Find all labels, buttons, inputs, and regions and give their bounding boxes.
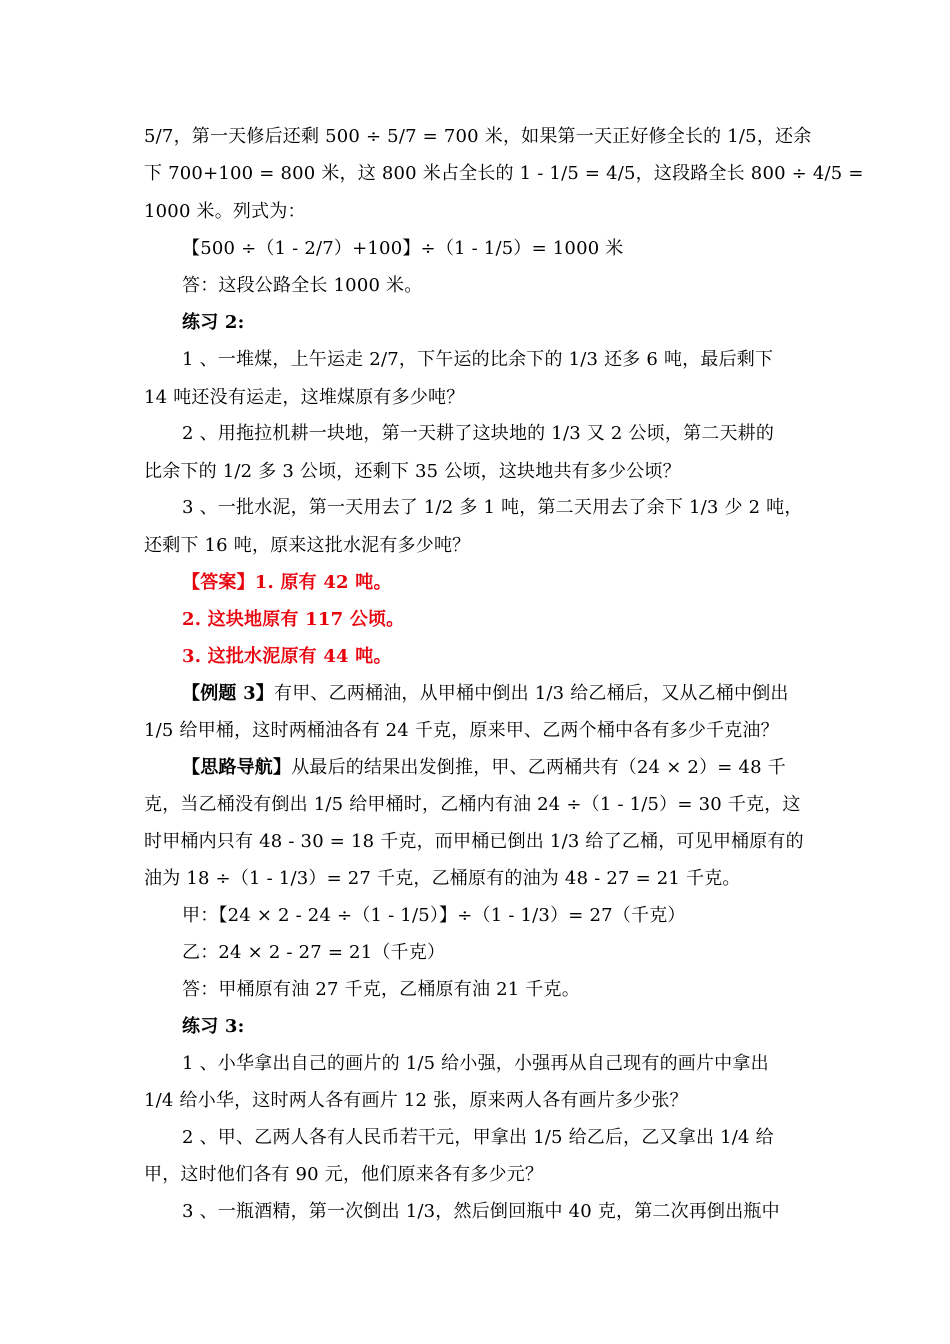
answer-key-line: 3. 这批水泥原有 44 吨。: [182, 646, 392, 667]
section-heading: 练习 3:: [182, 1016, 245, 1037]
text-line: 1000 米。列式为：: [144, 201, 306, 222]
hint-line: 油为 18 ÷（1 - 1/3）= 27 千克，乙桶原有的油为 48 - 27 = 21 千克。: [144, 868, 741, 889]
text-line: 下 700+100 = 800 米，这 800 米占全长的 1 - 1/5 = 4/5，这段路全长 800 ÷ 4/5 =: [144, 163, 864, 184]
problem-line: 1 、一堆煤，上午运走 2/7，下午运的比余下的 1/3 还多 6 吨，最后剩下: [182, 349, 774, 370]
problem-line: 3 、一批水泥，第一天用去了 1/2 多 1 吨，第二天用去了余下 1/3 少 2 吨，: [182, 497, 803, 518]
problem-line: 1 、小华拿出自己的画片的 1/5 给小强，小强再从自己现有的画片中拿出: [182, 1053, 769, 1074]
answer-key-line: 【答案】1. 原有 42 吨。: [182, 572, 392, 593]
problem-line: 甲，这时他们各有 90 元，他们原来各有多少元？: [144, 1164, 544, 1185]
problem-line: 比余下的 1/2 多 3 公顷，还剩下 35 公顷，这块地共有多少公顷？: [144, 461, 681, 482]
hint-line: 时甲桶内只有 48 - 30 = 18 千克，而甲桶已倒出 1/3 给了乙桶，可见甲桶原有的: [144, 831, 804, 852]
formula-line: 【500 ÷（1 - 2/7）+100】÷（1 - 1/5）= 1000 米: [182, 238, 624, 259]
hint-line: 克，当乙桶没有倒出 1/5 给甲桶时，乙桶内有油 24 ÷（1 - 1/5）= 30 千克，这: [144, 794, 801, 815]
formula-line: 乙：24 × 2 - 27 = 21（千克）: [182, 942, 446, 963]
example-line: 1/5 给甲桶，这时两桶油各有 24 千克，原来甲、乙两个桶中各有多少千克油？: [144, 720, 779, 741]
answer-line: 答：甲桶原有油 27 千克，乙桶原有油 21 千克。: [182, 979, 580, 1000]
problem-line: 14 吨还没有运走，这堆煤原有多少吨？: [144, 387, 465, 408]
example-line: [182, 682, 789, 706]
problem-line: 2 、用拖拉机耕一块地，第一天耕了这块地的 1/3 又 2 公顷，第二天耕的: [182, 423, 775, 444]
text-line: 5/7，第一天修后还剩 500 ÷ 5/7 = 700 米，如果第一天正好修全长的 1/5，还余: [144, 126, 812, 147]
example-text: 有甲、乙两桶油，从甲桶中倒出 1/3 给乙桶后，又从乙桶中倒出: [274, 683, 789, 704]
hint-label: 【思路导航】: [182, 757, 292, 778]
hint-line: [182, 756, 786, 780]
example-label: 【例题 3】: [182, 683, 274, 704]
problem-line: 3 、一瓶酒精，第一次倒出 1/3，然后倒回瓶中 40 克，第二次再倒出瓶中: [182, 1201, 780, 1222]
problem-line: 还剩下 16 吨，原来这批水泥有多少吨？: [144, 535, 471, 556]
problem-line: 1/4 给小华，这时两人各有画片 12 张，原来两人各有画片多少张？: [144, 1090, 688, 1111]
hint-text: 从最后的结果出发倒推，甲、乙两桶共有（24 × 2）= 48 千: [291, 757, 786, 778]
problem-line: 2 、甲、乙两人各有人民币若干元，甲拿出 1/5 给乙后，乙又拿出 1/4 给: [182, 1127, 774, 1148]
answer-line: 答：这段公路全长 1000 米。: [182, 275, 423, 296]
section-heading: 练习 2:: [182, 312, 245, 333]
formula-line: 甲：【24 × 2 - 24 ÷（1 - 1/5）】÷（1 - 1/3）= 27（千克）: [182, 905, 686, 926]
answer-key-line: 2. 这块地原有 117 公顷。: [182, 609, 405, 630]
